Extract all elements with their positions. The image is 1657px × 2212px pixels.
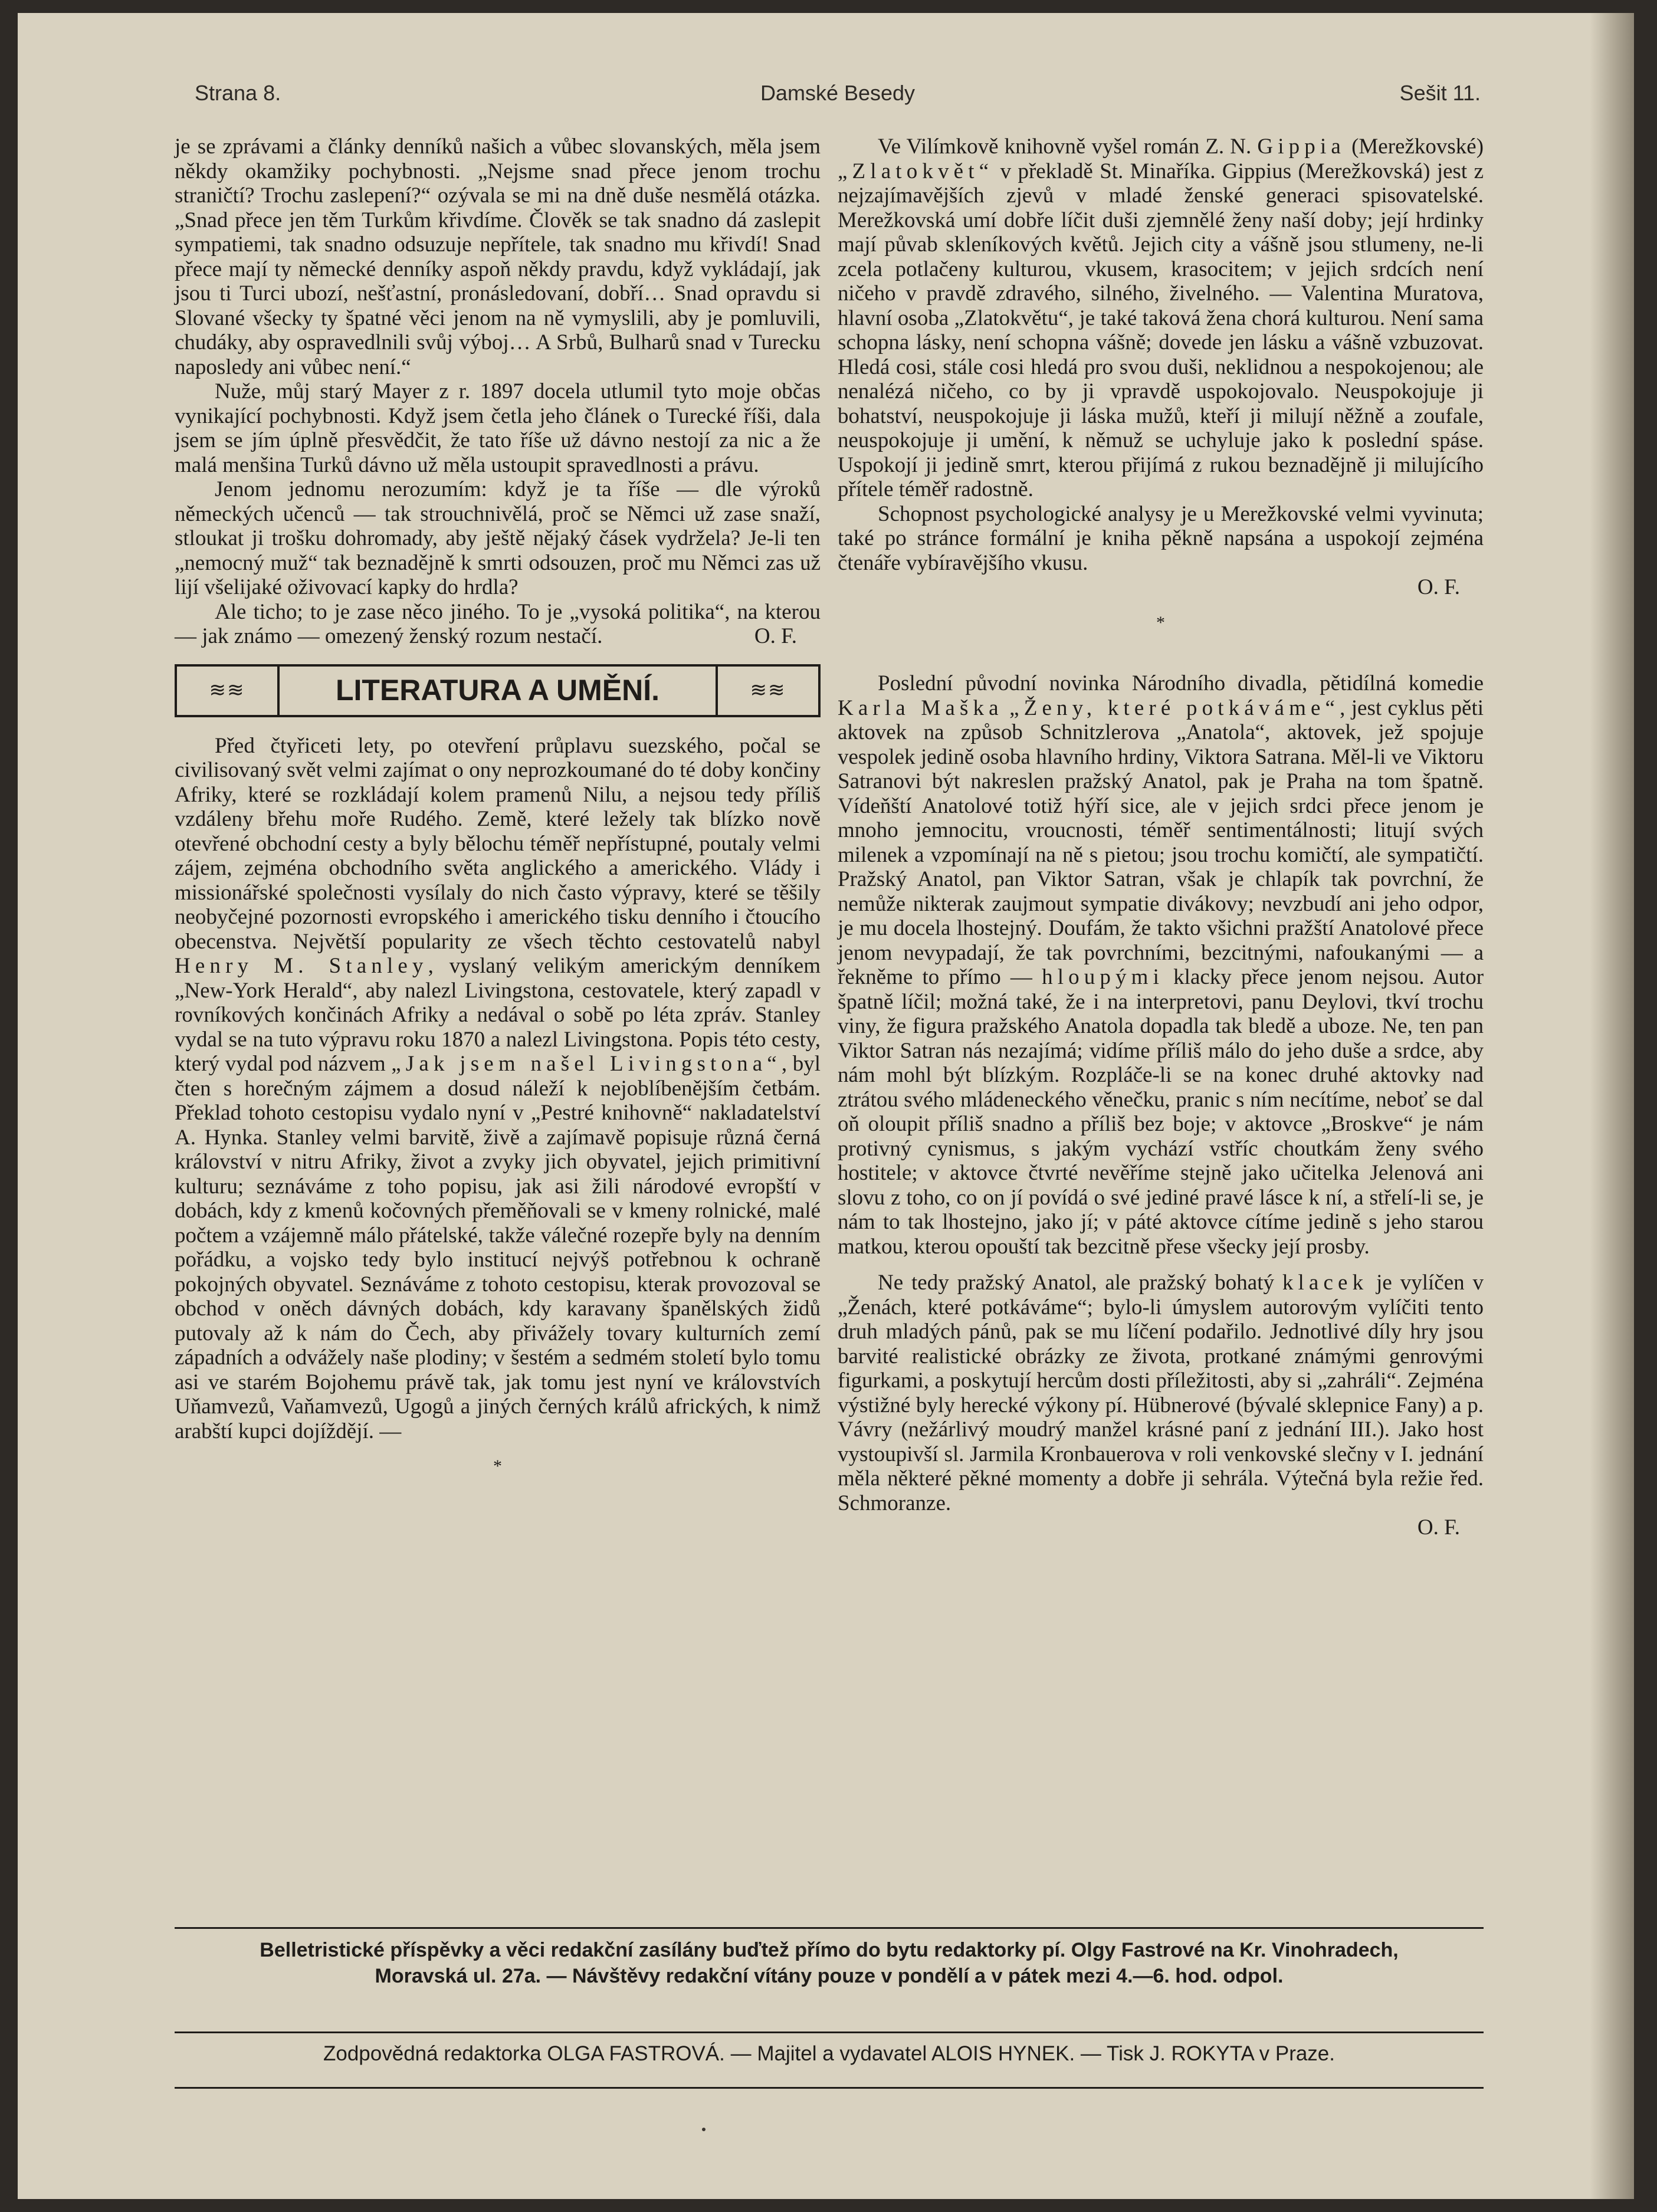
- spaced-title: „Ženy, které potkáváme“: [1009, 695, 1340, 720]
- notice-line: Moravská ul. 27a. — Návštěvy redakční vítány pouze v pondělí a v pátek mezi 4.—6. hod. odpol.: [375, 1965, 1284, 1987]
- paragraph-text: Poslední původní novinka Národního divadla, pětidílná komedie: [878, 671, 1484, 695]
- spaced-title: „Zlatokvět“: [838, 159, 994, 183]
- paragraph-text: Ne tedy pražský Anatol, ale pražský bohatý: [878, 1271, 1274, 1295]
- issue-number: Sešit 11.: [1399, 81, 1481, 105]
- paragraph-text: , jest cyklus pěti aktovek na způsob Schnitzlerova „Anatola“, aktovek, jež spojuje vespolek jedině osoba hlavního hrdiny, Viktora Satrana. Měl-li ve Viktoru Satranovi být nakreslen pražský Anatol, pak je Praha na tom špatně. Vídeňští Anatolové totiž hýří sice, ale v jejich srdci přece jenom je mnoho jemnocitu, vroucnosti, téměř sentimentálnosti; litují svých milenek a vzpomínají na ně s pietou; jsou trochu komičtí, ale sympatičtí. Pražský Anatol, pan Viktor Satran, však je chlapík tak povrchní, že nemůže nikterak zaujmout sympatie divákovy; nevzbudí ani jeho odpor, je mu docela lhostejný. Doufám, že takto všichni pražští Anatolové přece jenom nevypadají, že tak povrchními, bezcitnými, nafoukanými — a řekněme to přímo —: [838, 695, 1484, 989]
- notice-line: Belletristické příspěvky a věci redakční zasílány buďtež přímo do bytu redaktorky pí. Olgy Fastrové na Kr. Vinohradech,: [260, 1939, 1399, 1961]
- separator-star: *: [493, 1456, 502, 1476]
- paragraph-text: Ve Vilímkově knihovně vyšel román Z. N.: [878, 134, 1252, 159]
- spaced-name: Karla Maška: [838, 695, 1003, 720]
- binding-edge: [1590, 13, 1634, 2199]
- paragraph: [838, 134, 1484, 502]
- paragraph: [838, 1271, 1484, 1515]
- left-column: [175, 134, 821, 1515]
- imprint: Zodpovědná redaktorka OLGA FASTROVÁ. — Majitel a vydavatel ALOIS HYNEK. — Tisk J. ROKYTA v Praze.: [323, 2042, 1336, 2065]
- right-column: [838, 134, 1484, 1540]
- signature: O. F.: [1417, 1515, 1460, 1540]
- running-head: [195, 81, 1481, 122]
- paragraph-text: Před čtyřiceti lety, po otevření průplavu suezského, počal se civilisovaný svět velmi zajímat o ony neprozkoumané do té doby končiny Afriky, které se rozkládají kolem pramenů Nilu, a nejsou tedy příliš vzdáleny břehu moře Rudého. Země, které ležely tak blízko nově otevřené obchodní cesty a byly bělochu téměř nepřístupné, poutaly velmi zájem, zejména obchodního světa anglického a amerického. Vlády i missionářské společnosti vysílaly do nich často výpravy, které se těšily neobyčejné pozornosti evropského i amerického tisku denního i čtoucího obecenstva. Největší popularity ze všech těchto cestovatelů nabyl: [175, 733, 821, 954]
- signature: O. F.: [754, 624, 797, 648]
- paragraph: je se zprávami a články denníků našich a vůbec slovanských, měla jsem někdy okamžiky pochybnosti. „Nejsme snad přece jenom trochu straničtí? Trochu zaslepení?“ ozývala se mi na dně duše nesmělá otázka. „Snad přece jen těm Turkům křivdíme. Člověk se tak snadno dá zaslepit sympatiemi, tak snadno odsuzuje nepřítele, tak snadno mu křivdí! Snad přece mají ty německé denníky aspoň někdy pravdu, když vykládají, jak jsou ti Turci ubozí, nešťastní, pronásledovaní, dobří… Snad opravdu si Slované všecky ty špatné věci jenom na ně vymyslili, aby je pomluvili, chudáky, aby ospravedlnili svůj výboj… A Srbů, Bulharů snad v Turecku naposledy ani vůbec není.“: [175, 134, 821, 379]
- paragraph: [838, 671, 1484, 1259]
- paragraph: Nuže, můj starý Mayer z r. 1897 docela utlumil tyto moje občas vynikající pochybnosti. Když jsem četla jeho článek o Turecké říši, dala jsem se jím úplně přesvědčit, že tato říše už dávno nestojí za nic a že malá menšina Turků dávno už měla ustoupit spravedlnosti a právu.: [175, 379, 821, 477]
- paragraph: Jenom jednomu nerozumím: když je ta říše — dle výroků německých učenců — tak strouchnivělá, proč se Němci už zase snaží, stloukat ji trošku dohromady, aby ještě nějaký čásek vydržela? Je-li ten „nemocný muž“ tak beznadějně k smrti odsouzen, proč mu Němci zas už lijí všelijaké oživovací kapky do hrdla?: [175, 477, 821, 599]
- paragraph: [175, 600, 821, 649]
- page-number: Strana 8.: [195, 81, 281, 105]
- section-banner: [175, 664, 821, 717]
- footer-rule: [175, 1927, 1484, 1929]
- paragraph-text: klacky přece jenom nejsou. Autor špatně líčil; možná také, že i na interpretovi, panu Deylovi, tkví trochu viny, že figura pražského Anatola dopadla tak bledě a uboze. Ne, ten pan Viktor Satran nás nezajímá; vidíme příliš málo do jeho duše a srdce, aby nám mohl být blízkým. Rozpláče-li se na konec druhé aktovky nad ztrátou svého mládeneckého věnečku, pranic s ním necítíme, neboť se dal oň oloupit příliš snadno a příliš bez boje; v aktovce „Broskve“ je nám protivný cynismus, s jakým vychází vstříc choutkám ženy svého hostitele; v aktovce čtvrté nevěříme stejně jako učitelka Jelenová ani slovu z toho, co on jí povídá o své jediné pravé lásce k ní, a střelí-li se, je nám to tak lhostejno, jako jí; v páté aktovce cítíme jedině s jeho starou matkou, kterou opouští tak bezcitně přese všecky její prosby.: [838, 965, 1484, 1259]
- paragraph-text: (Merežkovské): [1351, 134, 1484, 159]
- ornament-right: ≋≋: [716, 667, 818, 715]
- separator-star: *: [1156, 612, 1165, 632]
- paragraph-text: , byl čten s horečným zájmem a dosud náleží k nejoblíbenějším četbám. Překlad tohoto cestopisu vydalo nyní v „Pestré knihovně“ nakladatelství A. Hynka. Stanley velmi barvitě, živě a zajímavě popisuje různá černá království v nitru Afriky, život a zvyky jich obyvatel, jejich primitivní kulturu; seznáváme z toho popisu, jak asi žili národové evropští v dobách, kdy z kmenů kočovných přeměňovali se v kmeny rolnické, malé počtem a vzájemně málo přátelské, takže válečné rozepře byly na denním pořádku, a vojsko tedy bylo institucí nejvýš potřebnou k ochraně pokojných obyvatel. Seznáváme z tohoto cestopisu, kterak provozoval se obchod v oněch dávných dobách, kdy karavany španělských židů putovaly až k nám do Čech, aby přivážely tovary kulturních zemí západních a odvážely naše plodiny; v šestém a sedmém století bylo tomu asi ve starém Bojohemu právě tak, jak tomu jest nyní ve královstvích Uňamvezů, Vaňamvezů, Ugogů a jiných černých králů afrických, k nimž arabští kupci dojíždějí. —: [175, 1052, 821, 1443]
- page-sheet: [18, 13, 1634, 2199]
- paragraph-text: v překladě St. Minaříka. Gippius (Merežkovská) jest z nejzajímavějších zjevů v mladé ženské generaci spisovatelské. Merežkovská umí dobře líčit duši zjemnělé ženy naší doby; její hrdinky mají půvab skleníkových květů. Jejich city a vášně jsou stlumeny, ne-li zcela potlačeny kulturou, vkusem, krasocitem; v jejich srdcích není ničeho v pravdě zdravého, silného, živelného. — Valentina Muratova, hlavní osoba „Zlatokvětu“, je také taková žena chorá kulturou. Není sama schopna lásky, není schopna vášně; dovede jen lásku a vášně vzbuzovat. Hledá cosi, stále cosi hledá pro svou duši, neklidnou a nespokojenou; ale nenalézá ničeho, co by ji vpravdě uspokojovalo. Neuspokojuje ji bohatství, neuspokojuje ji láska mužů, kteří ji milují něžně a zoufale, neuspokojuje ji umění, k němuž se uchyluje jako k poslední spáse. Uspokojí ji jedině smrt, kterou přijímá z rukou beznadějně ji milujícího přítele téměř radostně.: [838, 159, 1484, 501]
- spaced-emphasis: hloupými: [1042, 965, 1164, 989]
- paragraph-text: , vyslaný velikým americkým denníkem „New-York Herald“, aby nalezl Livingstona, cestovatele, který zapadl v rovníkových končinách Afriky a nedával o sobě po léta zpráv. Stanley vydal se na tuto výpravu roku 1870 a nalezl Livingstona. Popis této cesty, který vydal pod názvem: [175, 954, 821, 1076]
- spaced-name: Gippia: [1257, 134, 1346, 159]
- paragraph: [175, 734, 821, 1444]
- journal-title: Damské Besedy: [760, 81, 916, 105]
- editorial-notice: [175, 1937, 1484, 1989]
- footer-rule: [175, 2032, 1484, 2033]
- spaced-emphasis: klacek: [1282, 1271, 1369, 1295]
- spaced-name: Henry M. Stanley: [175, 954, 428, 978]
- paragraph: Schopnost psychologické analysy je u Merežkovské velmi vyvinuta; také po stránce formální je kniha pěkně napsána a uspokojí zejména čtenáře vybíravějšího vkusu.: [838, 501, 1484, 575]
- footer-rule: [175, 2087, 1484, 2089]
- spaced-title: „Jak jsem našel Livingstona“: [391, 1052, 782, 1076]
- ornament-left: ≋≋: [177, 667, 280, 715]
- page-speck: [702, 2128, 706, 2131]
- paragraph-text: je vylíčen v „Ženách, které potkáváme“; bylo-li úmyslem autorovým vylíčiti tento druh mladých pánů, pak se mu líčení podařilo. Jednotlivé díly hry jsou barvité realistické obrázky ze života, protkané známými genrovými figurkami, a poskytují hercům dosti příležitosti, aby si „zahráli“. Zejména výstižné byly herecké výkony pí. Hübnerové (bývalé sklepnice Fany) a p. Vávry (nežárlivý moudrý manžel krásné paní z jednání III.). Jako host vystoupivší sl. Jarmila Kronbauerova v roli venkovské slečny v I. jednání měla některé pěkné momenty a dobře ji sehrála. Výtečná byla režie řed. Schmoranze.: [838, 1271, 1484, 1515]
- paragraph-text: Ale ticho; to je zase něco jiného. To je „vysoká politika“, na kterou — jak známo — omezený ženský rozum nestačí.: [175, 599, 821, 648]
- signature: O. F.: [1417, 575, 1460, 599]
- section-title: LITERATURA A UMĚNÍ.: [335, 673, 660, 707]
